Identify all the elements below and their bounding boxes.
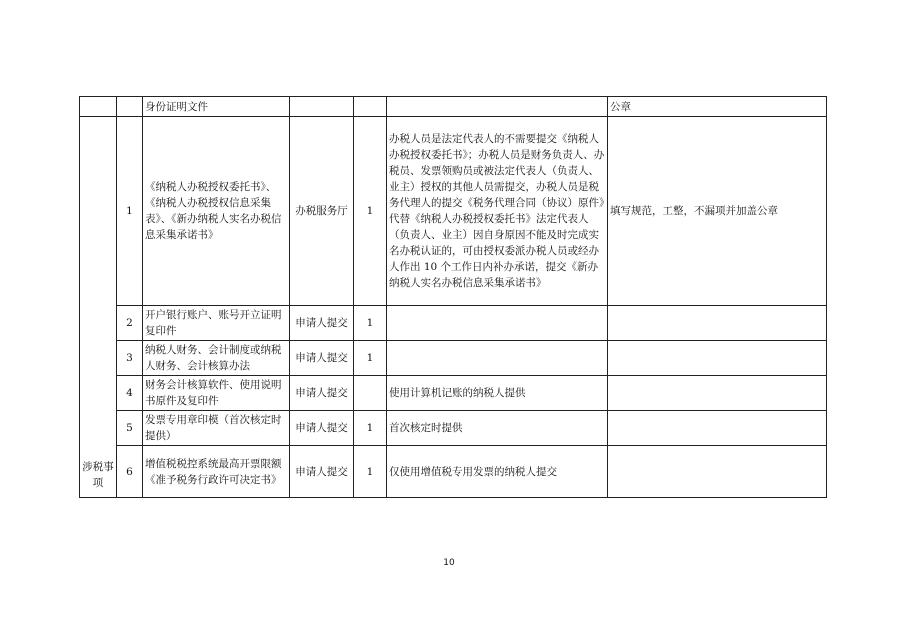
doc-name-cell: 纳税人财务、会计制度或纳税人财务、会计核算办法 [143, 341, 290, 376]
source-cell: 申请人提交 [290, 411, 354, 446]
note-cell [608, 376, 827, 411]
table-cell [387, 97, 608, 117]
row-number-cell: 1 [117, 117, 143, 306]
page-number: 10 [443, 558, 455, 568]
row-number-cell: 3 [117, 341, 143, 376]
note-cell: 公章 [608, 97, 827, 117]
doc-name-cell: 发票专用章印模（首次核定时提供） [143, 411, 290, 446]
condition-cell: 首次核定时提供 [387, 411, 608, 446]
note-cell [608, 341, 827, 376]
count-cell: 1 [354, 411, 387, 446]
source-cell: 办税服务厅 [290, 117, 354, 306]
count-cell [354, 376, 387, 411]
doc-name-cell: 《纳税人办税授权委托书》、《纳税人办税授权信息采集表》、《新办纳税人实名办税信息采集承诺书》 [143, 117, 290, 306]
table-cell [290, 97, 354, 117]
condition-cell: 仅使用增值税专用发票的纳税人提交 [387, 446, 608, 498]
row-number-cell: 4 [117, 376, 143, 411]
count-cell: 1 [354, 341, 387, 376]
condition-cell [387, 341, 608, 376]
doc-name-cell: 增值税税控系统最高开票限额《准予税务行政许可决定书》 [143, 446, 290, 498]
table-row [80, 376, 827, 411]
doc-name-cell: 开户银行账户、账号开立证明复印件 [143, 306, 290, 341]
source-cell: 申请人提交 [290, 376, 354, 411]
source-cell: 申请人提交 [290, 446, 354, 498]
table-row [80, 97, 827, 117]
table-row [80, 341, 827, 376]
table-cell [117, 97, 143, 117]
condition-cell [387, 306, 608, 341]
count-cell: 1 [354, 306, 387, 341]
note-cell: 填写规范，工整，不漏项并加盖公章 [608, 117, 827, 306]
row-number-cell: 2 [117, 306, 143, 341]
source-cell: 申请人提交 [290, 306, 354, 341]
table-row [80, 117, 827, 306]
note-cell [608, 446, 827, 498]
table-row [80, 411, 827, 446]
condition-cell: 使用计算机记账的纳税人提供 [387, 376, 608, 411]
count-cell: 1 [354, 117, 387, 306]
note-cell [608, 411, 827, 446]
table-row [80, 446, 827, 498]
source-cell: 申请人提交 [290, 341, 354, 376]
note-cell [608, 306, 827, 341]
table-cell [80, 97, 117, 117]
row-number-cell: 5 [117, 411, 143, 446]
table-cell [354, 97, 387, 117]
condition-cell: 办税人员是法定代表人的不需要提交《纳税人办税授权委托书》；办税人员是财务负责人、办税员、发票领购员或被法定代表人（负责人、业主）授权的其他人员需提交，办税人员是税务代理人的提交《税务代理合同（协议）原件》代替《纳税人办税授权委托书》法定代表人（负责人、业主）因自身原因不能及时完成实名办税认证的，可由授权委派办税人员或经办人作出 10 个工作日内补办承诺，提交《新办纳税人实名办税信息采集承诺书》 [387, 117, 608, 306]
count-cell: 1 [354, 446, 387, 498]
table-row [80, 306, 827, 341]
category-cell: 涉税事项 [80, 117, 117, 498]
requirements-table [79, 96, 827, 498]
row-number-cell: 6 [117, 446, 143, 498]
doc-name-cell: 身份证明文件 [143, 97, 290, 117]
doc-name-cell: 财务会计核算软件、使用说明书原件及复印件 [143, 376, 290, 411]
